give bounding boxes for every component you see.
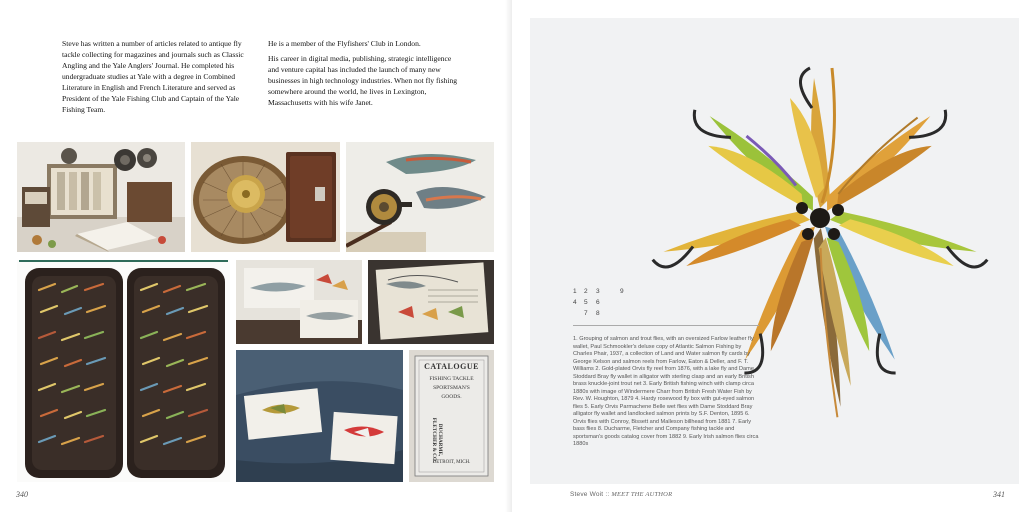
photo-2-gold-reel-and-net: [191, 142, 340, 252]
photo-4-rosewood-fly-box: [17, 260, 230, 482]
photo-2-graphic: [191, 142, 340, 252]
catalog-line-tackle: FISHING TACKLE: [429, 376, 474, 382]
photo-4-graphic: [17, 260, 230, 482]
key-4: 4: [573, 299, 577, 306]
photo-captions: 1. Grouping of salmon and trout flies, with an oversized Farlow leather fly wallet, Paul Schmookler's deluxe copy of Atlantic Salmon Fishing by Charles Phair, 1937, a collection of Land and Water salmon fly cards by George Kelson and salmon reels from Farlow, Eaton & Deller, and F. T. Williams 2. Gold-plated Orvis fly reel from 1876, with a lake fly and Dame Stoddard Bray fly wallet in alligator with sterling clasp and an early British brass knuckle-joint trout net 3. Early British fishing winch with clamp circa 1880s with image of Windermere Charr from British Fresh Water Fish by Rev. W. Houghton, 1879 4. Hardy rosewood fly box with gut-eyed salmon flies 5. Early Orvis Parmachene Belle wet flies with Dame Stoddard Bray alligator fly wallet and landlocked salmon prints by S.F. Denton, 1895 6. Orvis flies with Conroy, Bissett and Malleson billhead from 1881 7. Early bass flies 8. Ducharme, Fletcher and Company fishing tackle and sportsman's goods catalog cover from 1882 9. Early Irish salmon flies circa 1880s: [573, 336, 759, 447]
photo-3-graphic: [346, 142, 494, 252]
key-6: 6: [596, 299, 600, 306]
photo-6-orvis-flies-billhead: [368, 260, 494, 344]
key-5: 5: [584, 299, 588, 306]
runner-section: MEET THE AUTHOR: [611, 491, 673, 498]
photo-8-catalog-cover: [409, 350, 494, 482]
key-2: 2: [584, 288, 588, 295]
catalog-line-sportsmans: SPORTSMAN'S: [433, 385, 470, 391]
catalog-title: CATALOGUE: [424, 362, 479, 371]
photo-5-parmachene-belle-flies: [236, 260, 362, 344]
photo-1-graphic: [17, 142, 185, 252]
catalog-cover-text: [409, 350, 494, 482]
photo-5-graphic: [236, 260, 362, 344]
key-7: 7: [584, 310, 588, 317]
page-number-left: 340: [16, 490, 28, 499]
catalog-line-city: DETROIT, MICH.: [432, 460, 471, 465]
key-1: 1: [573, 288, 577, 295]
key-3: 3: [596, 288, 600, 295]
catalog-line-company: DUCHARME, FLETCHER & CO.: [431, 417, 443, 463]
bio-paragraph-career: His career in digital media, publishing, strategic intelligence and venture capital has included the launch of many new businesses in high technology industries. When not fly fishing somewhere around the world, he lives in Lexington, Massachusetts with his wife Janet.: [268, 54, 458, 107]
catalog-line-goods: GOODS.: [441, 394, 462, 400]
photo-1-fly-collection: [17, 142, 185, 252]
photo-7-graphic: [236, 350, 403, 482]
runner-author: Steve Woit ::: [570, 491, 610, 498]
bio-column-1: [62, 38, 252, 119]
page-number-right: 341: [993, 490, 1005, 499]
running-footer: [570, 491, 672, 498]
key-8: 8: [596, 310, 600, 317]
photo-7-early-bass-flies: [236, 350, 403, 482]
photo-6-graphic: [368, 260, 494, 344]
bio-column-2: [268, 38, 458, 112]
bio-paragraph: Steve has written a number of articles related to antique fly tackle collecting for magazines and journals such as Classic Angling and the Yale Anglers' Journal. He completed his undergraduate studies at Yale with a degree in Combined Literature in English and French Literature and served as President of the Yale Fishing Club and Captain of the Yale Fishing Team.: [62, 39, 244, 114]
caption-rule: [573, 325, 759, 326]
photo-3-winch-and-charr-print: [346, 142, 494, 252]
key-9: 9: [620, 288, 624, 295]
bio-paragraph-club: He is a member of the Flyfishers' Club in London.: [268, 39, 421, 48]
